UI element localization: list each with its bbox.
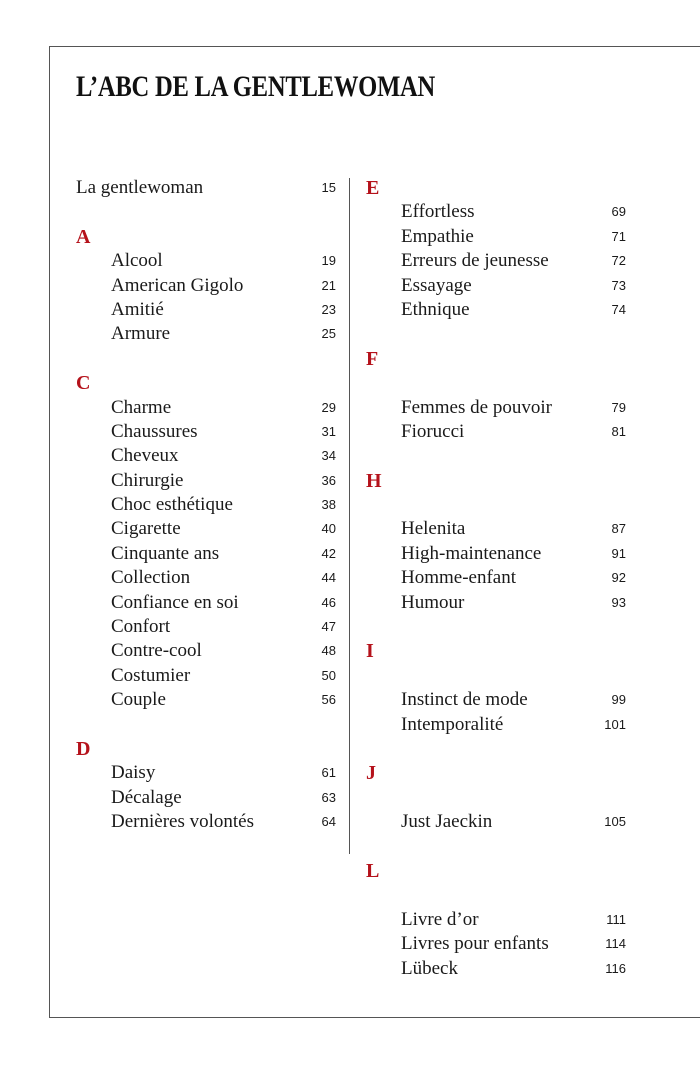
toc-entry-label: Collection bbox=[111, 567, 191, 589]
toc-entry[interactable] bbox=[366, 566, 626, 590]
toc-entry-page: 29 bbox=[321, 399, 336, 415]
toc-entry[interactable] bbox=[366, 420, 626, 444]
toc-entry-label: La gentlewoman bbox=[76, 177, 204, 198]
toc-entry-page: 63 bbox=[321, 789, 336, 805]
toc-entry[interactable] bbox=[76, 591, 336, 615]
toc-entry-page: 44 bbox=[321, 570, 336, 586]
spacer bbox=[366, 835, 626, 859]
spacer bbox=[366, 664, 626, 688]
section-letter-c: C bbox=[76, 372, 91, 395]
toc-entry-page: 101 bbox=[604, 716, 626, 732]
toc-entry[interactable] bbox=[76, 810, 336, 834]
toc-entry-label: Costumier bbox=[111, 664, 191, 686]
toc-entry-page: 36 bbox=[321, 472, 336, 488]
toc-entry-label: Cheveux bbox=[111, 445, 179, 467]
toc-left-column bbox=[76, 176, 336, 835]
toc-entry-label: Armure bbox=[111, 323, 171, 345]
toc-entry-page: 73 bbox=[611, 277, 626, 293]
toc-entry[interactable] bbox=[76, 688, 336, 712]
toc-entry-page: 61 bbox=[321, 765, 336, 781]
toc-entry[interactable] bbox=[76, 274, 336, 298]
toc-entry-label: Alcool bbox=[111, 250, 163, 272]
toc-right-sections bbox=[366, 176, 626, 981]
toc-entry[interactable] bbox=[76, 298, 336, 322]
toc-entry[interactable] bbox=[366, 688, 626, 712]
toc-entry-page: 69 bbox=[611, 204, 626, 220]
spacer bbox=[366, 493, 626, 517]
toc-entry-label: Just Jaeckin bbox=[401, 811, 493, 833]
section-letter-i: I bbox=[366, 640, 374, 663]
toc-entry-label: Charme bbox=[111, 396, 172, 418]
section-letter-f: F bbox=[366, 347, 379, 370]
toc-entry-label: Confiance en soi bbox=[111, 591, 239, 613]
toc-entry-page: 42 bbox=[321, 545, 336, 561]
toc-entry[interactable] bbox=[76, 322, 336, 346]
toc-entry[interactable] bbox=[366, 957, 626, 981]
toc-entry-label: Helenita bbox=[401, 518, 466, 540]
toc-entry[interactable] bbox=[366, 249, 626, 273]
toc-entry-label: Couple bbox=[111, 689, 166, 711]
toc-entry-page: 25 bbox=[321, 326, 336, 342]
toc-entry-label: Contre-cool bbox=[111, 640, 202, 662]
toc-entry-label: Chirurgie bbox=[111, 469, 184, 491]
toc-entry[interactable] bbox=[76, 444, 336, 468]
toc-entry[interactable] bbox=[76, 615, 336, 639]
toc-entry-label: Femmes de pouvoir bbox=[401, 396, 552, 418]
toc-entry-page: 72 bbox=[611, 253, 626, 269]
toc-entry-page: 64 bbox=[321, 814, 336, 830]
toc-entry-label: Lübeck bbox=[401, 957, 458, 979]
toc-left-sections bbox=[76, 225, 336, 835]
toc-entry-label: American Gigolo bbox=[111, 274, 244, 296]
toc-entry-label: Empathie bbox=[401, 225, 474, 247]
toc-entry[interactable] bbox=[76, 469, 336, 493]
section-letter-j: J bbox=[366, 762, 376, 785]
toc-entry-page: 114 bbox=[605, 936, 626, 952]
toc-entry-label: Choc esthétique bbox=[111, 494, 233, 516]
toc-entry-page: 50 bbox=[321, 667, 336, 683]
spacer bbox=[76, 347, 336, 371]
toc-entry[interactable] bbox=[366, 200, 626, 224]
toc-entry[interactable] bbox=[366, 225, 626, 249]
toc-entry[interactable] bbox=[76, 786, 336, 810]
toc-entry[interactable] bbox=[366, 517, 626, 541]
toc-entry-page: 116 bbox=[605, 960, 626, 976]
toc-entry[interactable] bbox=[366, 591, 626, 615]
toc-entry-page: 105 bbox=[604, 814, 626, 830]
spacer bbox=[76, 200, 336, 224]
toc-entry-label: Amitié bbox=[111, 298, 164, 320]
toc-entry[interactable] bbox=[76, 761, 336, 785]
toc-entry-label: Effortless bbox=[401, 201, 475, 223]
toc-entry[interactable] bbox=[76, 420, 336, 444]
toc-entry[interactable] bbox=[366, 908, 626, 932]
spacer bbox=[366, 737, 626, 761]
toc-entry-page: 87 bbox=[611, 521, 626, 537]
toc-entry-page: 91 bbox=[611, 545, 626, 561]
toc-entry-label: Confort bbox=[111, 616, 171, 638]
toc-entry[interactable] bbox=[76, 249, 336, 273]
toc-entry[interactable] bbox=[76, 396, 336, 420]
toc-entry-page: 15 bbox=[321, 180, 336, 195]
toc-entry-page: 81 bbox=[611, 423, 626, 439]
toc-entry-label: Humour bbox=[401, 591, 465, 613]
toc-entry-label: Intemporalité bbox=[401, 713, 504, 735]
spacer bbox=[76, 713, 336, 737]
toc-entry-label: Daisy bbox=[111, 762, 156, 784]
section-letter-h: H bbox=[366, 469, 382, 492]
toc-entry-label: Homme-enfant bbox=[401, 567, 517, 589]
section-letter-d: D bbox=[76, 737, 91, 760]
toc-entry-label: Livre d’or bbox=[401, 908, 479, 930]
toc-entry-page: 56 bbox=[321, 692, 336, 708]
toc-entry-page: 47 bbox=[321, 619, 336, 635]
toc-entry-page: 79 bbox=[611, 399, 626, 415]
section-letter-l: L bbox=[366, 859, 380, 882]
toc-entry-label: Décalage bbox=[111, 786, 182, 808]
toc-entry[interactable] bbox=[366, 298, 626, 322]
toc-intro-entry[interactable] bbox=[76, 176, 336, 200]
spacer bbox=[366, 786, 626, 810]
toc-entry[interactable] bbox=[366, 810, 626, 834]
toc-entry[interactable] bbox=[366, 274, 626, 298]
toc-entry[interactable] bbox=[76, 493, 336, 517]
toc-entry[interactable] bbox=[76, 639, 336, 663]
toc-right-column bbox=[366, 176, 626, 981]
column-divider bbox=[349, 178, 350, 854]
section-letter-a: A bbox=[76, 225, 91, 248]
toc-entry-label: Erreurs de jeunesse bbox=[401, 250, 549, 272]
toc-entry-page: 99 bbox=[611, 692, 626, 708]
spacer bbox=[366, 444, 626, 468]
toc-entry-page: 19 bbox=[321, 253, 336, 269]
spacer bbox=[366, 615, 626, 639]
toc-entry-label: Cigarette bbox=[111, 518, 181, 540]
toc-entry-page: 23 bbox=[321, 301, 336, 317]
toc-entry-label: High-maintenance bbox=[401, 542, 542, 564]
toc-entry-page: 111 bbox=[606, 911, 626, 927]
toc-entry-page: 93 bbox=[611, 594, 626, 610]
toc-entry[interactable] bbox=[76, 542, 336, 566]
toc-entry-label: Essayage bbox=[401, 274, 472, 296]
toc-entry[interactable] bbox=[366, 396, 626, 420]
spacer bbox=[366, 883, 626, 907]
toc-entry[interactable] bbox=[76, 517, 336, 541]
toc-entry[interactable] bbox=[76, 664, 336, 688]
toc-entry[interactable] bbox=[366, 542, 626, 566]
toc-entry-label: Chaussures bbox=[111, 420, 198, 442]
toc-entry-page: 92 bbox=[611, 570, 626, 586]
toc-entry-page: 48 bbox=[321, 643, 336, 659]
toc-entry-page: 46 bbox=[321, 594, 336, 610]
toc-entry-page: 31 bbox=[321, 423, 336, 439]
toc-entry-page: 71 bbox=[611, 228, 626, 244]
toc-entry-label: Ethnique bbox=[401, 298, 470, 320]
page-title: L’ABC DE LA GENTLEWOMAN bbox=[76, 70, 436, 103]
spacer bbox=[366, 371, 626, 395]
toc-entry-page: 34 bbox=[321, 448, 336, 464]
toc-entry-page: 38 bbox=[321, 497, 336, 513]
toc-entry-label: Cinquante ans bbox=[111, 542, 220, 564]
section-letter-e: E bbox=[366, 177, 380, 199]
toc-entry[interactable] bbox=[366, 932, 626, 956]
toc-entry-page: 21 bbox=[321, 277, 336, 293]
toc-entry-label: Livres pour enfants bbox=[401, 933, 549, 955]
toc-entry-label: Instinct de mode bbox=[401, 689, 528, 711]
toc-entry[interactable] bbox=[76, 566, 336, 590]
toc-entry[interactable] bbox=[366, 713, 626, 737]
toc-entry-page: 40 bbox=[321, 521, 336, 537]
toc-entry-label: Fiorucci bbox=[401, 420, 465, 442]
spacer bbox=[366, 322, 626, 346]
toc-entry-page: 74 bbox=[611, 301, 626, 317]
toc-entry-label: Dernières volontés bbox=[111, 811, 254, 833]
